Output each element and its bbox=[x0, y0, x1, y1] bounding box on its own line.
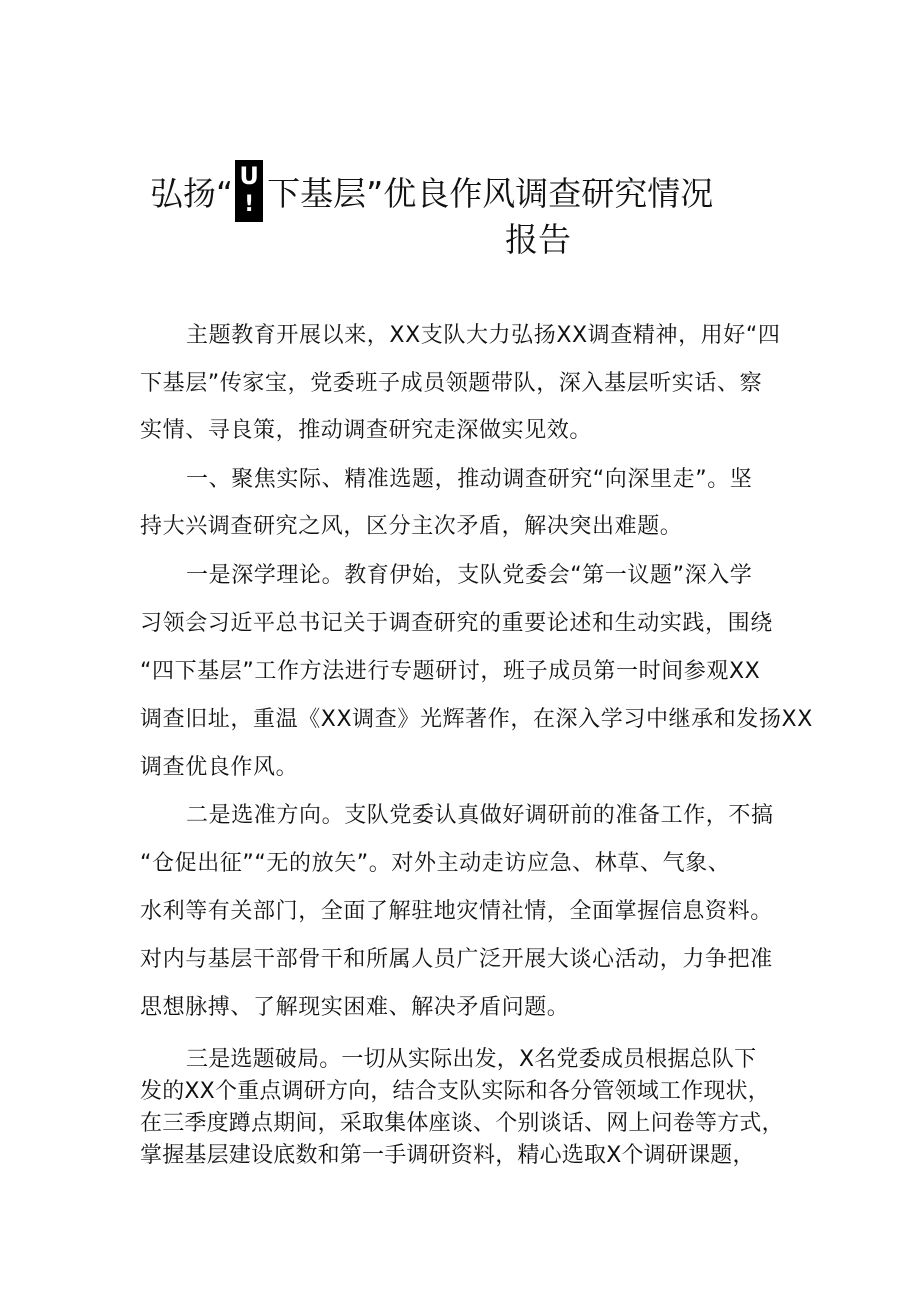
body-line: 持大兴调查研究之风，区分主次矛盾，解决突出难题。 bbox=[140, 514, 683, 539]
body-line: 水利等有关部门，全面了解驻地灾情社情，全面掌握信息资料。 bbox=[140, 899, 773, 924]
body-line: 调查优良作风。 bbox=[140, 755, 299, 780]
document-title bbox=[150, 162, 714, 217]
title-redaction-mark bbox=[235, 160, 263, 230]
body-line: 实情、寻良策，推动调查研究走深做实见效。 bbox=[140, 418, 593, 443]
title-middle: 下基层”优良作风调查研究情况 bbox=[267, 173, 714, 213]
body-line: 三是选题破局。一切从实际出发，X名党委成员根据总队下 bbox=[186, 1047, 757, 1072]
body-line: 一是深学理论。教育伊始，支队党委会“第一议题”深入学 bbox=[186, 563, 753, 588]
body-line: 一、聚焦实际、精准选题，推动调查研究“向深里走”。坚 bbox=[186, 467, 753, 492]
body-line: 主题教育开展以来，XX支队大力弘扬XX调查精神，用好“四 bbox=[186, 323, 781, 348]
redaction-mark-top: U bbox=[239, 162, 259, 190]
body-line: “四下基层”工作方法进行专题研讨，班子成员第一时间参观XX bbox=[140, 659, 761, 684]
title-prefix: 弘扬“ bbox=[150, 173, 234, 213]
body-line: 调查旧址，重温《XX调查》光辉著作，在深入学习中继承和发扬XX bbox=[140, 707, 813, 732]
body-line: 二是选准方向。支队党委认真做好调研前的准备工作，不搞 bbox=[186, 803, 774, 828]
redaction-mark-bottom: ! bbox=[244, 192, 255, 217]
body-line: 习领会习近平总书记关于调查研究的重要论述和生动实践，围绕 bbox=[140, 611, 773, 636]
body-line: “仓促出征”“无的放矢”。对外主动走访应急、林草、气象、 bbox=[140, 851, 731, 876]
body-line: 对内与基层干部骨干和所属人员广泛开展大谈心活动，力争把准 bbox=[140, 947, 773, 972]
body-line: 下基层”传家宝，党委班子成员领题带队，深入基层听实话、察 bbox=[140, 371, 763, 396]
body-line: 掌握基层建设底数和第一手调研资料，精心选取X个调研课题， bbox=[140, 1143, 755, 1168]
body-line: 发的XX个重点调研方向，结合支队实际和各分管领域工作现状， bbox=[140, 1079, 770, 1104]
body-line: 在三季度蹲点期间，采取集体座谈、个别谈话、网上问卷等方式， bbox=[140, 1111, 784, 1136]
document-title-line2: 报告 bbox=[505, 220, 571, 259]
body-line: 思想脉搏、了解现实困难、解决矛盾问题。 bbox=[140, 995, 570, 1020]
